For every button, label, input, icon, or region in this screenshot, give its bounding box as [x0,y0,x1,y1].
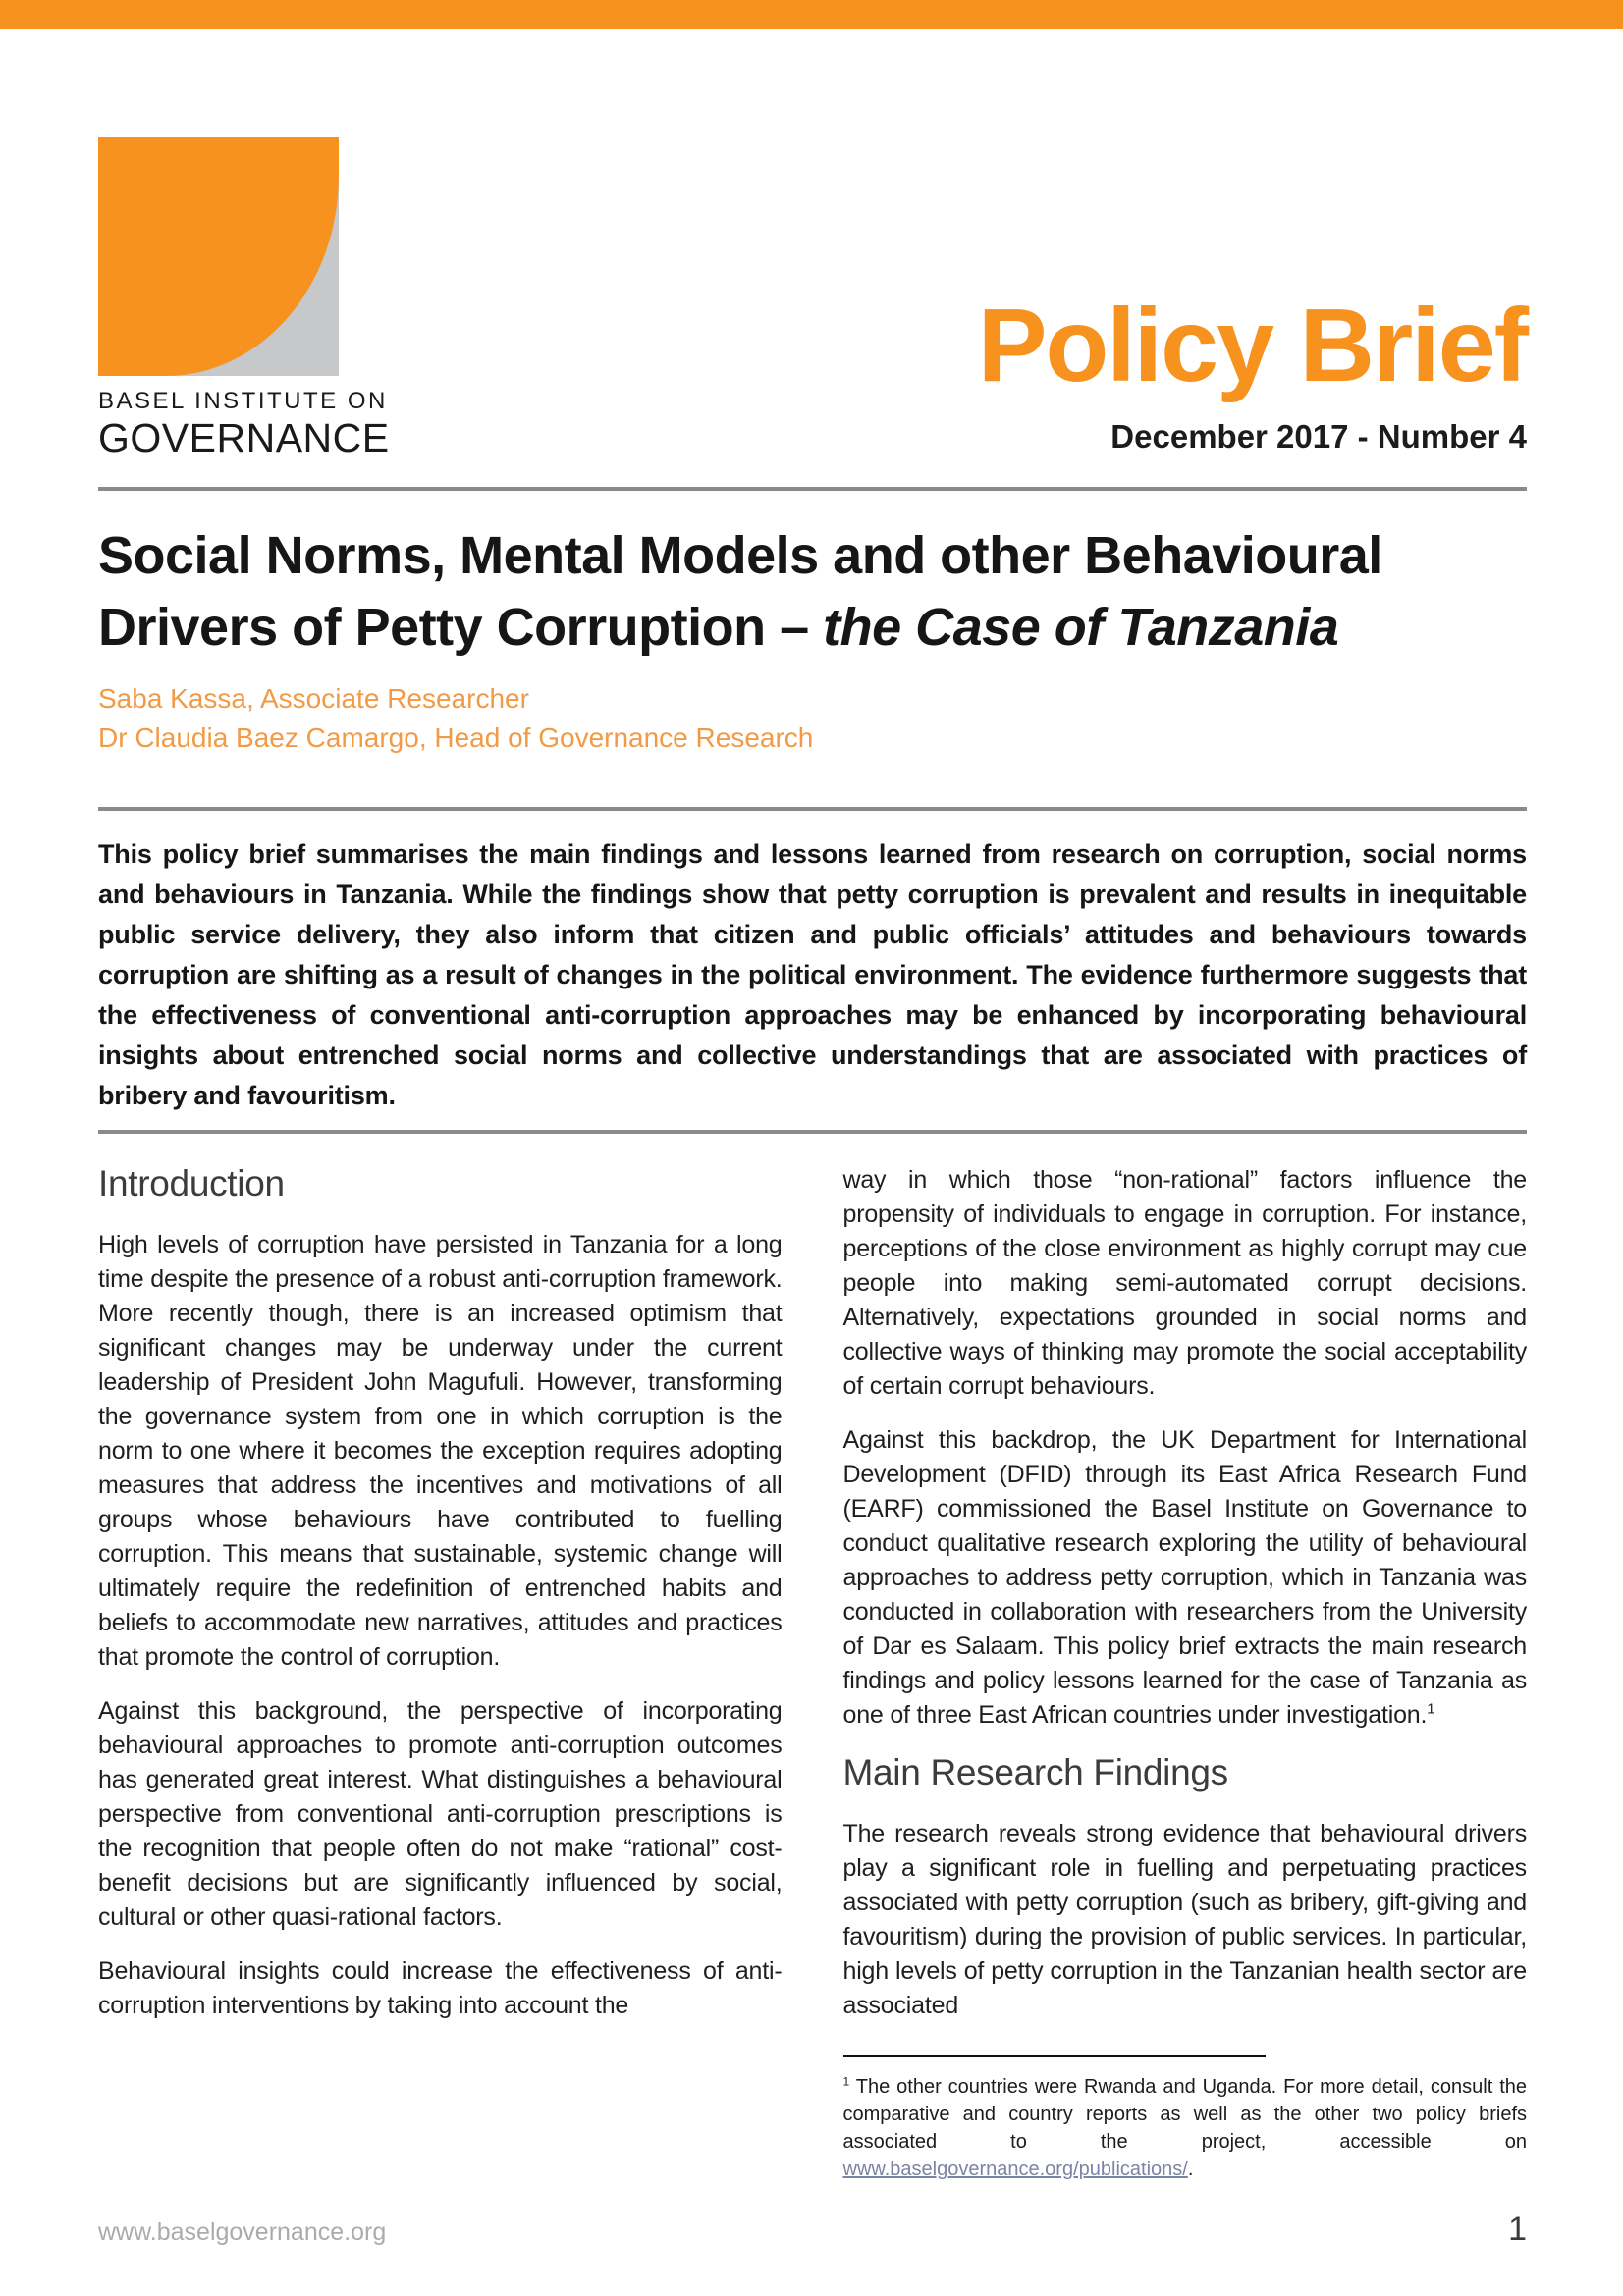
body-paragraph: Against this background, the perspective of incorporating behavioural approaches to promote anti-corruption outcomes has generated great interest. What distinguishes a behavioural perspective from conventional anti-corruption prescriptions is the recognition that people often do not make “rational” cost-benefit decisions but are significantly influenced by social, cultural or other quasi-rational factors. [98,1697,783,1931]
abstract-paragraph: This policy brief summarises the main findings and lessons learned from research on corruption, social norms and behaviours in Tanzania. While the findings show that petty corruption is prevalent and results in inequitable public service delivery, they also inform that citizen and public officials’ attitudes and behaviours towards corruption are shifting as a result of changes in the political environment. The evidence furthermore suggests that the effectiveness of conventional anti-corruption approaches may be enhanced by incorporating behavioural insights about entrenched social norms and collective understandings that are associated with practices of bribery and favouritism. [98,839,1527,1110]
brand-name-line2: GOVERNANCE [98,415,390,460]
page-number: 1 [1508,2211,1527,2248]
document-title [98,520,1527,664]
footnote-reference: 1 [1427,1700,1435,1718]
footnote [843,2073,1528,2183]
masthead-title: Policy Brief [977,287,1527,403]
basel-institute-logo-icon [98,137,339,376]
footnote-text: The other countries were Rwanda and Uganda. For more detail, consult the comparative and country reports as well as the other two policy briefs associated to the project, accessible on [842,2076,1527,2153]
author-list [98,679,1527,758]
body-paragraph: Behavioural insights could increase the effectiveness of anti-corruption interventions by taking into account the [98,1957,783,2019]
body-paragraph: The research reveals strong evidence that behavioural drivers play a significant role in fuelling and perpetuating practices associated with petty corruption (such as bribery, gift-giving and favouritism) during the provision of public services. In particular, high levels of petty corruption in the Tanzanian health sector are associated [842,1820,1527,2019]
document-title-line1: Social Norms, Mental Models and other Behavioural [98,526,1382,585]
document-title-line2-regular: Drivers of Petty Corruption – [98,598,824,657]
findings-heading: Main Research Findings [842,1752,1228,1792]
body-columns [98,1163,1527,2183]
divider-rule-top [98,487,1527,491]
divider-rule-abstract-bottom [98,1130,1527,1134]
footnote-text-after: . [1187,2159,1194,2180]
footnote-separator-rule [843,2055,1266,2057]
brand-logo-block [98,137,390,461]
author-line: Dr Claudia Baez Camargo, Head of Governance Research [98,722,814,753]
divider-rule-abstract-top [98,807,1527,811]
body-paragraph: High levels of corruption have persisted in Tanzania for a long time despite the presence of a robust anti-corruption framework. More recently though, there is an increased optimism that significant changes may be underway under the current leadership of President John Magufuli. However, transforming the governance system from one in which corruption is the norm to one where it becomes the exception requires adopting measures that address the incentives and motivations of all groups whose behaviours have contributed to fuelling corruption. This means that sustainable, systemic change will ultimately require the redefinition of entrenched habits and beliefs to accommodate new narratives, attitudes and practices that promote the control of corruption. [98,1231,783,1671]
top-accent-bar [0,0,1623,29]
masthead-issue: December 2017 - Number 4 [1110,418,1527,454]
footnote-publications-link[interactable]: www.baselgovernance.org/publications/ [842,2159,1188,2180]
body-paragraph-text: Against this backdrop, the UK Department for International Development (DFID) through its East Africa Research Fund (EARF) commissioned the Basel Institute on Governance to conduct qualitative research exploring the utility of behavioural approaches to address petty corruption, which in Tanzania was conducted in collaboration with researchers from the University of Dar es Salaam. This policy brief extracts the main research findings and policy lessons learned for the case of Tanzania as one of three East African countries under investigation. [842,1426,1527,1729]
page-content [98,29,1527,2183]
left-column [98,1163,783,2183]
right-column [843,1163,1528,2183]
body-paragraph [843,1423,1528,1733]
masthead [977,287,1527,461]
page-header [98,137,1527,461]
document-title-line2 [98,592,1527,664]
logo-swoosh-shape [98,137,339,376]
footer-website: www.baselgovernance.org [98,2218,387,2246]
document-title-line2-italic: the Case of Tanzania [823,598,1339,657]
introduction-heading: Introduction [98,1163,285,1203]
page-footer [98,2211,1527,2249]
brand-name-line1: BASEL INSTITUTE ON [98,388,388,414]
body-paragraph: way in which those “non-rational” factors influence the propensity of individuals to engage in corruption. For instance, perceptions of the close environment as highly corrupt may cue people into making semi-automated corrupt decisions. Alternatively, expectations grounded in social norms and collective ways of thinking may promote the social acceptability of certain corrupt behaviours. [842,1166,1527,1400]
author-line: Saba Kassa, Associate Researcher [98,683,529,714]
footnote-marker: 1 [842,2074,850,2089]
